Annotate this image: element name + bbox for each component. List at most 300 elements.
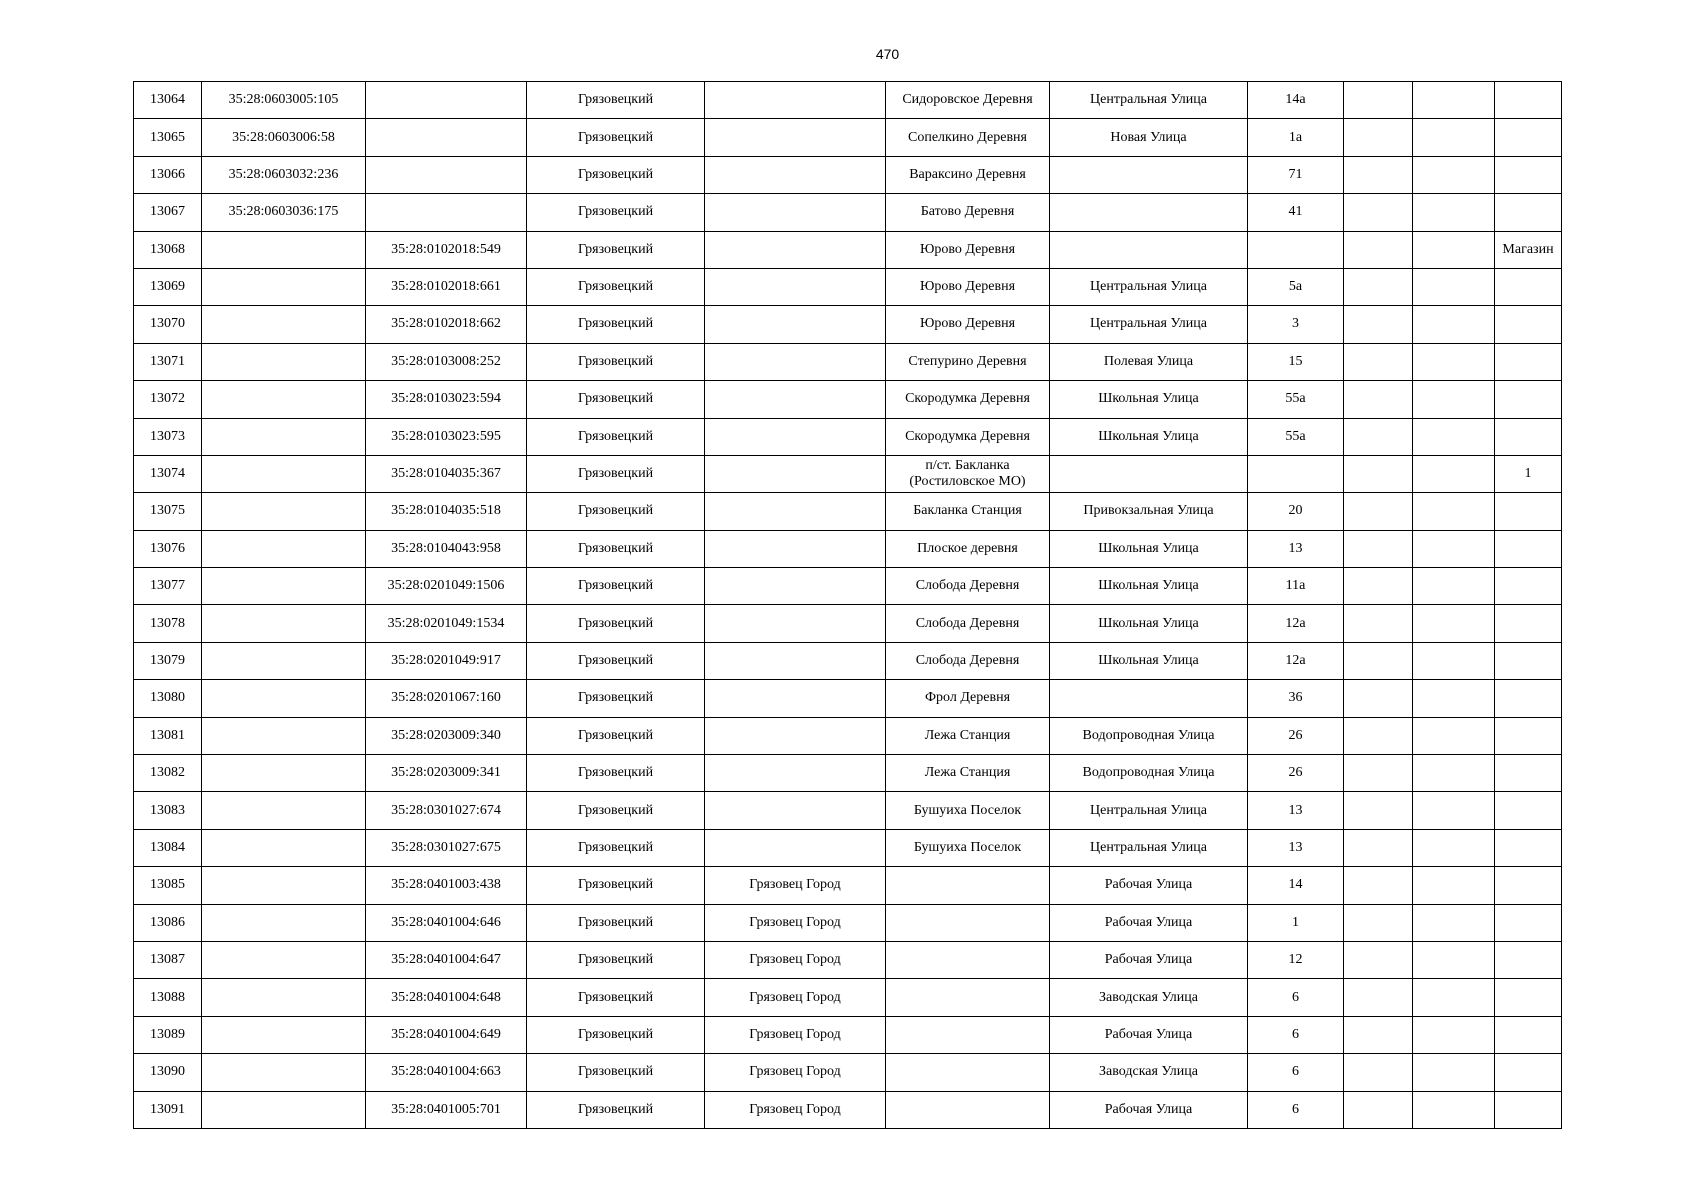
row-id-cell: 13081 [134,717,202,754]
table-row [134,1054,1562,1091]
city-cell [705,381,886,418]
house-number-cell: 5а [1248,268,1344,305]
structure-cell [1413,156,1495,193]
street-cell: Школьная Улица [1050,642,1248,679]
street-cell: Водопроводная Улица [1050,717,1248,754]
cadastral-number-cell [202,904,366,941]
locality-cell: Юрово Деревня [886,268,1050,305]
cadastral-number-cell [202,755,366,792]
house-number-cell: 1а [1248,119,1344,156]
district-cell: Грязовецкий [527,979,705,1016]
row-id-cell: 13086 [134,904,202,941]
cadastral-number-cell [202,1016,366,1053]
city-cell [705,792,886,829]
house-number-cell: 13 [1248,829,1344,866]
locality-cell: Бушуиха Поселок [886,792,1050,829]
note-cell [1495,119,1562,156]
table-row [134,568,1562,605]
house-number-cell: 71 [1248,156,1344,193]
building-cell [1344,418,1413,455]
cadastral-number-new-cell: 35:28:0104043:958 [366,530,527,567]
table-row [134,455,1562,492]
building-cell [1344,194,1413,231]
locality-cell: Скородумка Деревня [886,418,1050,455]
locality-cell: Слобода Деревня [886,568,1050,605]
cadastral-number-new-cell [366,156,527,193]
structure-cell [1413,381,1495,418]
house-number-cell: 20 [1248,493,1344,530]
cadastral-number-cell: 35:28:0603032:236 [202,156,366,193]
district-cell: Грязовецкий [527,904,705,941]
building-cell [1344,605,1413,642]
house-number-cell: 41 [1248,194,1344,231]
district-cell: Грязовецкий [527,1054,705,1091]
district-cell: Грязовецкий [527,231,705,268]
city-cell [705,642,886,679]
city-cell [705,82,886,119]
city-cell [705,568,886,605]
city-cell [705,194,886,231]
cadastral-number-cell [202,268,366,305]
table-row [134,418,1562,455]
cadastral-number-cell [202,306,366,343]
row-id-cell: 13088 [134,979,202,1016]
locality-cell: Вараксино Деревня [886,156,1050,193]
cadastral-number-new-cell: 35:28:0102018:662 [366,306,527,343]
cadastral-number-new-cell [366,194,527,231]
street-cell: Школьная Улица [1050,530,1248,567]
structure-cell [1413,530,1495,567]
building-cell [1344,530,1413,567]
district-cell: Грязовецкий [527,568,705,605]
street-cell: Водопроводная Улица [1050,755,1248,792]
row-id-cell: 13076 [134,530,202,567]
note-cell [1495,568,1562,605]
district-cell: Грязовецкий [527,306,705,343]
house-number-cell: 1 [1248,904,1344,941]
city-cell [705,119,886,156]
structure-cell [1413,755,1495,792]
city-cell: Грязовец Город [705,1016,886,1053]
house-number-cell: 14а [1248,82,1344,119]
structure-cell [1413,680,1495,717]
table-row [134,268,1562,305]
house-number-cell: 6 [1248,1054,1344,1091]
building-cell [1344,493,1413,530]
locality-cell [886,1016,1050,1053]
locality-cell: Сопелкино Деревня [886,119,1050,156]
house-number-cell: 15 [1248,343,1344,380]
street-cell: Полевая Улица [1050,343,1248,380]
house-number-cell: 55а [1248,381,1344,418]
table-row [134,979,1562,1016]
district-cell: Грязовецкий [527,119,705,156]
locality-cell [886,867,1050,904]
row-id-cell: 13084 [134,829,202,866]
locality-cell: Лежа Станция [886,717,1050,754]
district-cell: Грязовецкий [527,642,705,679]
note-cell [1495,792,1562,829]
note-cell [1495,381,1562,418]
house-number-cell: 6 [1248,1091,1344,1128]
cadastral-number-new-cell: 35:28:0201049:1534 [366,605,527,642]
cadastral-number-new-cell: 35:28:0401004:647 [366,941,527,978]
row-id-cell: 13073 [134,418,202,455]
row-id-cell: 13067 [134,194,202,231]
structure-cell [1413,418,1495,455]
row-id-cell: 13082 [134,755,202,792]
district-cell: Грязовецкий [527,156,705,193]
structure-cell [1413,642,1495,679]
cadastral-number-new-cell: 35:28:0103023:595 [366,418,527,455]
city-cell [705,605,886,642]
house-number-cell: 36 [1248,680,1344,717]
building-cell [1344,231,1413,268]
street-cell: Заводская Улица [1050,979,1248,1016]
cadastral-number-cell [202,792,366,829]
district-cell: Грязовецкий [527,867,705,904]
city-cell [705,755,886,792]
row-id-cell: 13065 [134,119,202,156]
table-row [134,530,1562,567]
table-row [134,755,1562,792]
structure-cell [1413,455,1495,492]
locality-cell: Слобода Деревня [886,642,1050,679]
street-cell: Школьная Улица [1050,605,1248,642]
structure-cell [1413,941,1495,978]
building-cell [1344,1016,1413,1053]
building-cell [1344,119,1413,156]
city-cell [705,530,886,567]
locality-cell: Степурино Деревня [886,343,1050,380]
cadastral-number-cell [202,829,366,866]
cadastral-number-cell [202,568,366,605]
cadastral-number-new-cell: 35:28:0401003:438 [366,867,527,904]
note-cell [1495,642,1562,679]
row-id-cell: 13075 [134,493,202,530]
building-cell [1344,381,1413,418]
cadastral-number-new-cell: 35:28:0401004:649 [366,1016,527,1053]
building-cell [1344,82,1413,119]
table-row [134,904,1562,941]
row-id-cell: 13089 [134,1016,202,1053]
district-cell: Грязовецкий [527,1091,705,1128]
cadastral-number-new-cell: 35:28:0104035:518 [366,493,527,530]
district-cell: Грязовецкий [527,792,705,829]
city-cell [705,455,886,492]
locality-cell: Юрово Деревня [886,231,1050,268]
row-id-cell: 13087 [134,941,202,978]
building-cell [1344,829,1413,866]
house-number-cell [1248,231,1344,268]
note-cell [1495,1091,1562,1128]
note-cell [1495,493,1562,530]
street-cell: Новая Улица [1050,119,1248,156]
page-number: 470 [875,46,900,62]
city-cell [705,343,886,380]
building-cell [1344,455,1413,492]
building-cell [1344,792,1413,829]
table-row [134,194,1562,231]
table-row [134,1016,1562,1053]
table-row [134,119,1562,156]
note-cell [1495,941,1562,978]
city-cell [705,680,886,717]
note-cell [1495,156,1562,193]
cadastral-number-new-cell: 35:28:0102018:549 [366,231,527,268]
cadastral-number-cell [202,418,366,455]
cadastral-number-new-cell: 35:28:0203009:340 [366,717,527,754]
note-cell [1495,1016,1562,1053]
cadastral-number-cell [202,231,366,268]
street-cell [1050,680,1248,717]
locality-cell: Юрово Деревня [886,306,1050,343]
structure-cell [1413,343,1495,380]
table-row [134,867,1562,904]
note-cell [1495,605,1562,642]
city-cell: Грязовец Город [705,867,886,904]
cadastral-number-new-cell [366,82,527,119]
street-cell: Центральная Улица [1050,306,1248,343]
structure-cell [1413,493,1495,530]
structure-cell [1413,194,1495,231]
city-cell: Грязовец Город [705,1054,886,1091]
district-cell: Грязовецкий [527,455,705,492]
cadastral-number-cell [202,680,366,717]
cadastral-number-new-cell: 35:28:0401005:701 [366,1091,527,1128]
cadastral-number-cell [202,381,366,418]
house-number-cell: 14 [1248,867,1344,904]
street-cell [1050,455,1248,492]
table-row [134,156,1562,193]
structure-cell [1413,82,1495,119]
locality-cell: п/ст. Бакланка (Ростиловское МО) [886,455,1050,492]
cadastral-number-new-cell [366,119,527,156]
note-cell: Магазин [1495,231,1562,268]
note-cell [1495,306,1562,343]
city-cell: Грязовец Город [705,979,886,1016]
district-cell: Грязовецкий [527,418,705,455]
city-cell [705,717,886,754]
cadastral-number-cell: 35:28:0603036:175 [202,194,366,231]
building-cell [1344,306,1413,343]
cadastral-number-new-cell: 35:28:0103008:252 [366,343,527,380]
district-cell: Грязовецкий [527,829,705,866]
row-id-cell: 13077 [134,568,202,605]
cadastral-number-cell [202,455,366,492]
district-cell: Грязовецкий [527,268,705,305]
house-number-cell: 26 [1248,755,1344,792]
locality-cell [886,1054,1050,1091]
street-cell: Рабочая Улица [1050,1091,1248,1128]
row-id-cell: 13069 [134,268,202,305]
city-cell [705,156,886,193]
locality-cell: Батово Деревня [886,194,1050,231]
building-cell [1344,568,1413,605]
cadastral-number-new-cell: 35:28:0203009:341 [366,755,527,792]
street-cell: Центральная Улица [1050,82,1248,119]
structure-cell [1413,1016,1495,1053]
cadastral-number-cell [202,867,366,904]
cadastral-number-new-cell: 35:28:0201049:917 [366,642,527,679]
cadastral-number-new-cell: 35:28:0301027:674 [366,792,527,829]
note-cell [1495,979,1562,1016]
city-cell: Грязовец Город [705,1091,886,1128]
street-cell: Центральная Улица [1050,829,1248,866]
note-cell [1495,829,1562,866]
locality-cell [886,979,1050,1016]
locality-cell: Скородумка Деревня [886,381,1050,418]
table-row [134,343,1562,380]
structure-cell [1413,867,1495,904]
district-cell: Грязовецкий [527,941,705,978]
house-number-cell: 26 [1248,717,1344,754]
structure-cell [1413,306,1495,343]
registry-table [133,81,1562,1129]
street-cell: Заводская Улица [1050,1054,1248,1091]
registry-table-body [134,82,1562,1129]
district-cell: Грязовецкий [527,343,705,380]
locality-cell: Бушуиха Поселок [886,829,1050,866]
house-number-cell: 55а [1248,418,1344,455]
city-cell [705,231,886,268]
note-cell [1495,194,1562,231]
city-cell [705,829,886,866]
note-cell [1495,418,1562,455]
street-cell: Центральная Улица [1050,792,1248,829]
locality-cell [886,904,1050,941]
cadastral-number-cell [202,941,366,978]
row-id-cell: 13074 [134,455,202,492]
note-cell [1495,1054,1562,1091]
cadastral-number-cell [202,343,366,380]
row-id-cell: 13079 [134,642,202,679]
street-cell: Рабочая Улица [1050,904,1248,941]
structure-cell [1413,717,1495,754]
house-number-cell: 12а [1248,605,1344,642]
cadastral-number-cell: 35:28:0603005:105 [202,82,366,119]
building-cell [1344,1091,1413,1128]
note-cell [1495,867,1562,904]
table-row [134,642,1562,679]
building-cell [1344,680,1413,717]
street-cell [1050,231,1248,268]
building-cell [1344,156,1413,193]
building-cell [1344,343,1413,380]
table-row [134,1091,1562,1128]
table-row [134,381,1562,418]
cadastral-number-new-cell: 35:28:0102018:661 [366,268,527,305]
structure-cell [1413,904,1495,941]
locality-cell: Лежа Станция [886,755,1050,792]
note-cell [1495,755,1562,792]
note-cell [1495,904,1562,941]
table-row [134,829,1562,866]
table-row [134,306,1562,343]
table-row [134,231,1562,268]
house-number-cell: 3 [1248,306,1344,343]
house-number-cell: 13 [1248,792,1344,829]
table-row [134,493,1562,530]
structure-cell [1413,829,1495,866]
building-cell [1344,268,1413,305]
street-cell [1050,194,1248,231]
cadastral-number-new-cell: 35:28:0401004:663 [366,1054,527,1091]
cadastral-number-new-cell: 35:28:0401004:648 [366,979,527,1016]
house-number-cell: 6 [1248,979,1344,1016]
cadastral-number-cell [202,605,366,642]
street-cell [1050,156,1248,193]
note-cell [1495,717,1562,754]
cadastral-number-new-cell: 35:28:0104035:367 [366,455,527,492]
row-id-cell: 13091 [134,1091,202,1128]
street-cell: Рабочая Улица [1050,867,1248,904]
structure-cell [1413,1091,1495,1128]
locality-cell [886,941,1050,978]
district-cell: Грязовецкий [527,1016,705,1053]
street-cell: Школьная Улица [1050,568,1248,605]
locality-cell: Слобода Деревня [886,605,1050,642]
cadastral-number-new-cell: 35:28:0401004:646 [366,904,527,941]
house-number-cell: 12а [1248,642,1344,679]
building-cell [1344,904,1413,941]
structure-cell [1413,568,1495,605]
note-cell [1495,82,1562,119]
table-row [134,82,1562,119]
structure-cell [1413,268,1495,305]
locality-cell [886,1091,1050,1128]
structure-cell [1413,231,1495,268]
street-cell: Рабочая Улица [1050,941,1248,978]
building-cell [1344,979,1413,1016]
row-id-cell: 13068 [134,231,202,268]
city-cell: Грязовец Город [705,941,886,978]
row-id-cell: 13070 [134,306,202,343]
district-cell: Грязовецкий [527,194,705,231]
district-cell: Грязовецкий [527,82,705,119]
city-cell: Грязовец Город [705,904,886,941]
house-number-cell [1248,455,1344,492]
cadastral-number-cell [202,1091,366,1128]
district-cell: Грязовецкий [527,493,705,530]
row-id-cell: 13071 [134,343,202,380]
house-number-cell: 13 [1248,530,1344,567]
table-row [134,605,1562,642]
row-id-cell: 13085 [134,867,202,904]
row-id-cell: 13083 [134,792,202,829]
city-cell [705,268,886,305]
note-cell: 1 [1495,455,1562,492]
note-cell [1495,680,1562,717]
row-id-cell: 13078 [134,605,202,642]
locality-cell: Сидоровское Деревня [886,82,1050,119]
building-cell [1344,642,1413,679]
cadastral-number-cell [202,979,366,1016]
cadastral-number-cell: 35:28:0603006:58 [202,119,366,156]
building-cell [1344,1054,1413,1091]
locality-cell: Фрол Деревня [886,680,1050,717]
street-cell: Рабочая Улица [1050,1016,1248,1053]
structure-cell [1413,119,1495,156]
cadastral-number-cell [202,717,366,754]
district-cell: Грязовецкий [527,381,705,418]
structure-cell [1413,605,1495,642]
table-row [134,792,1562,829]
building-cell [1344,717,1413,754]
note-cell [1495,343,1562,380]
house-number-cell: 11а [1248,568,1344,605]
structure-cell [1413,1054,1495,1091]
